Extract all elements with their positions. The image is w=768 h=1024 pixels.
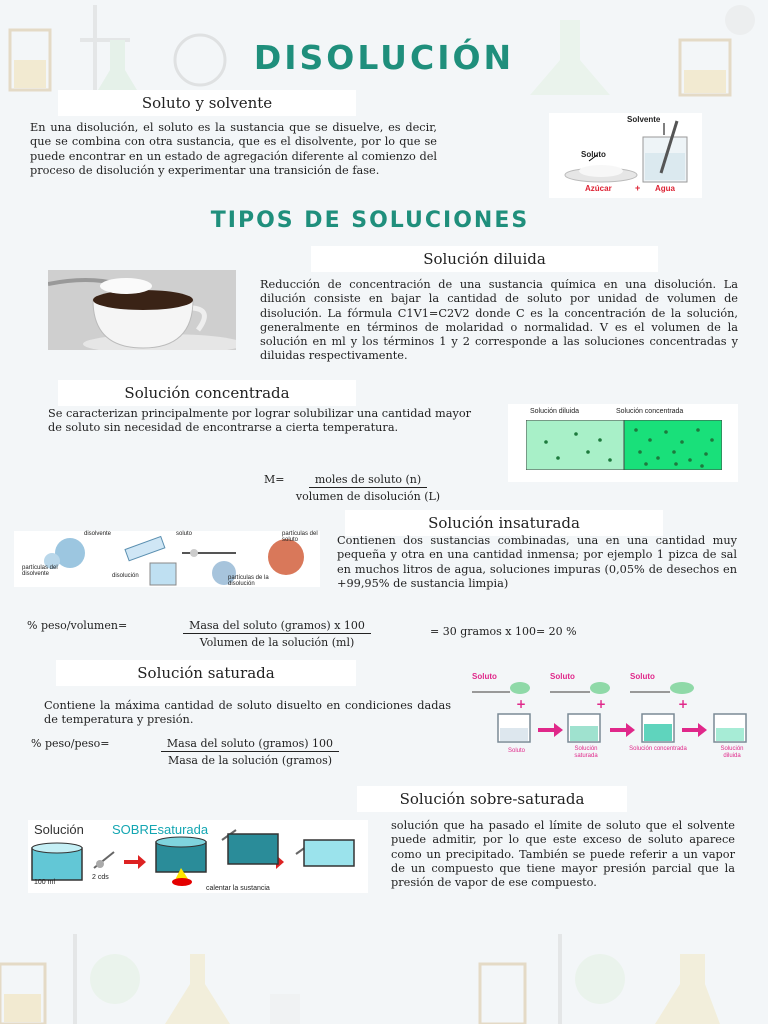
label-solucion-concentrada-2: Solución concentrada — [629, 746, 687, 752]
peso-peso-prefix: % peso/peso= — [31, 737, 110, 750]
lab-decoration-bottom — [0, 924, 768, 1024]
label-soluto-1: Soluto — [472, 672, 497, 681]
label-particulas-soluto: partículas del soluto — [282, 531, 318, 543]
label-plus: + — [635, 183, 641, 193]
label-solucion-word: Solución — [34, 822, 84, 837]
coffee-cup-image — [48, 270, 236, 350]
concentrada-text: Se caracterizan principalmente por lograr solubilizar una cantidad mayor de soluto sin necesidad de encontrarse a cierta temperatura. — [48, 407, 472, 435]
label-solucion-diluida-2: Solución diluida — [720, 746, 744, 759]
svg-text:+: + — [596, 697, 607, 711]
label-disolvente: disolvente — [84, 531, 112, 537]
saturada-text: Contiene la máxima cantidad de soluto disuelto en condiciones dadas de temperatura y presión. — [44, 699, 451, 727]
label-2cds: 2 cds — [92, 874, 109, 881]
peso-peso-numerator: Masa del soluto (gramos) 100 — [161, 737, 339, 752]
peso-volumen-denominator: Volumen de la solución (ml) — [199, 636, 355, 649]
label-solucion-diluida: Solución diluida — [530, 408, 580, 415]
peso-peso-denominator: Masa de la solución (gramos) — [167, 754, 333, 767]
molarity-prefix: M= — [264, 473, 285, 486]
molarity-formula — [282, 473, 454, 503]
sobresaturada-image — [28, 820, 368, 893]
label-sobresaturada-word: SOBREsaturada — [112, 822, 209, 837]
molarity-numerator: moles de soluto (n) — [309, 473, 427, 488]
insaturada-image — [14, 531, 320, 587]
peso-volumen-numerator: Masa del soluto (gramos) x 100 — [183, 619, 371, 634]
label-particulas-disolvente: partículas del disolvente — [22, 565, 58, 577]
peso-volumen-prefix: % peso/volumen= — [27, 619, 128, 632]
label-soluto-insat: soluto — [176, 531, 193, 537]
svg-text:+: + — [678, 697, 689, 711]
section-heading-sobresaturada: Solución sobre-saturada — [357, 786, 627, 812]
molarity-denominator: volumen de disolución (L) — [295, 490, 441, 503]
sobresaturada-text: solución que ha pasado el límite de soluto que el solvente puede admitir, por lo que este exceso de soluto aparece como un precipitado. También se puede referir a un vapor de un compuesto que tiene mayor presión parcial que la presión de vapor de ese compuesto. — [391, 819, 735, 890]
peso-volumen-result: = 30 gramos x 100= 20 % — [430, 625, 577, 638]
peso-peso-formula — [134, 737, 366, 767]
concentration-diagram — [508, 404, 738, 482]
label-soluto-2: Soluto — [550, 672, 575, 681]
soluto-solvente-text: En una disolución, el soluto es la sustancia que se disuelve, es decir, que se combina con otra sustancia, que es el disolvente, por lo que se puede encontrar en un estado de agregación diferente al comienzo del proceso de disolución y experimentar una transición de fase. — [30, 121, 437, 177]
label-solvente: Solvente — [627, 115, 661, 124]
saturada-diagram — [468, 668, 758, 764]
peso-volumen-formula — [158, 619, 396, 649]
label-calentar: calentar la sustancia — [206, 885, 270, 892]
page-title: DISOLUCIÓN — [253, 38, 515, 77]
label-solucion-saturada: Solución saturada — [574, 746, 598, 759]
label-soluto: Soluto — [581, 150, 606, 159]
section-heading-concentrada: Solución concentrada — [58, 380, 356, 406]
section-heading-diluida: Solución diluida — [311, 246, 658, 272]
section-heading-soluto-solvente: Soluto y solvente — [58, 90, 356, 116]
types-title: TIPOS DE SOLUCIONES — [210, 208, 530, 233]
label-solucion-concentrada: Solución concentrada — [616, 408, 684, 415]
label-100ml: 100 ml — [34, 879, 56, 886]
label-azucar: Azúcar — [585, 184, 612, 193]
section-heading-saturada: Solución saturada — [56, 660, 356, 686]
label-disolucion: disolución — [112, 573, 139, 579]
sugar-water-image — [549, 113, 702, 198]
label-particulas-disolucion: partículas de la disolución — [228, 575, 269, 587]
label-soluto-3: Soluto — [630, 672, 655, 681]
insaturada-text: Contienen dos sustancias combinadas, una en una cantidad muy pequeña y otra en una cantidad inmensa; por ejemplo 1 pizca de sal en muchos litros de agua, soluciones impuras (0,05% de desechos en +99,95% de sustancia limpia) — [337, 534, 737, 590]
svg-text:+: + — [516, 697, 527, 711]
label-soluto-bottom: Soluto — [508, 748, 526, 754]
section-heading-insaturada: Solución insaturada — [345, 510, 663, 536]
diluida-text: Reducción de concentración de una sustancia química en una disolución. La dilución consiste en bajar la cantidad de soluto por unidad de volumen de disolución. La fórmula C1V1=C2V2 donde C es la concentración de la solución, generalmente en términos de molaridad o normalidad. V es el volumen de la solución en ml y los términos 1 y 2 corresponde a las soluciones concentradas y diluidas respectivamente. — [260, 278, 738, 363]
label-agua: Agua — [655, 184, 675, 193]
